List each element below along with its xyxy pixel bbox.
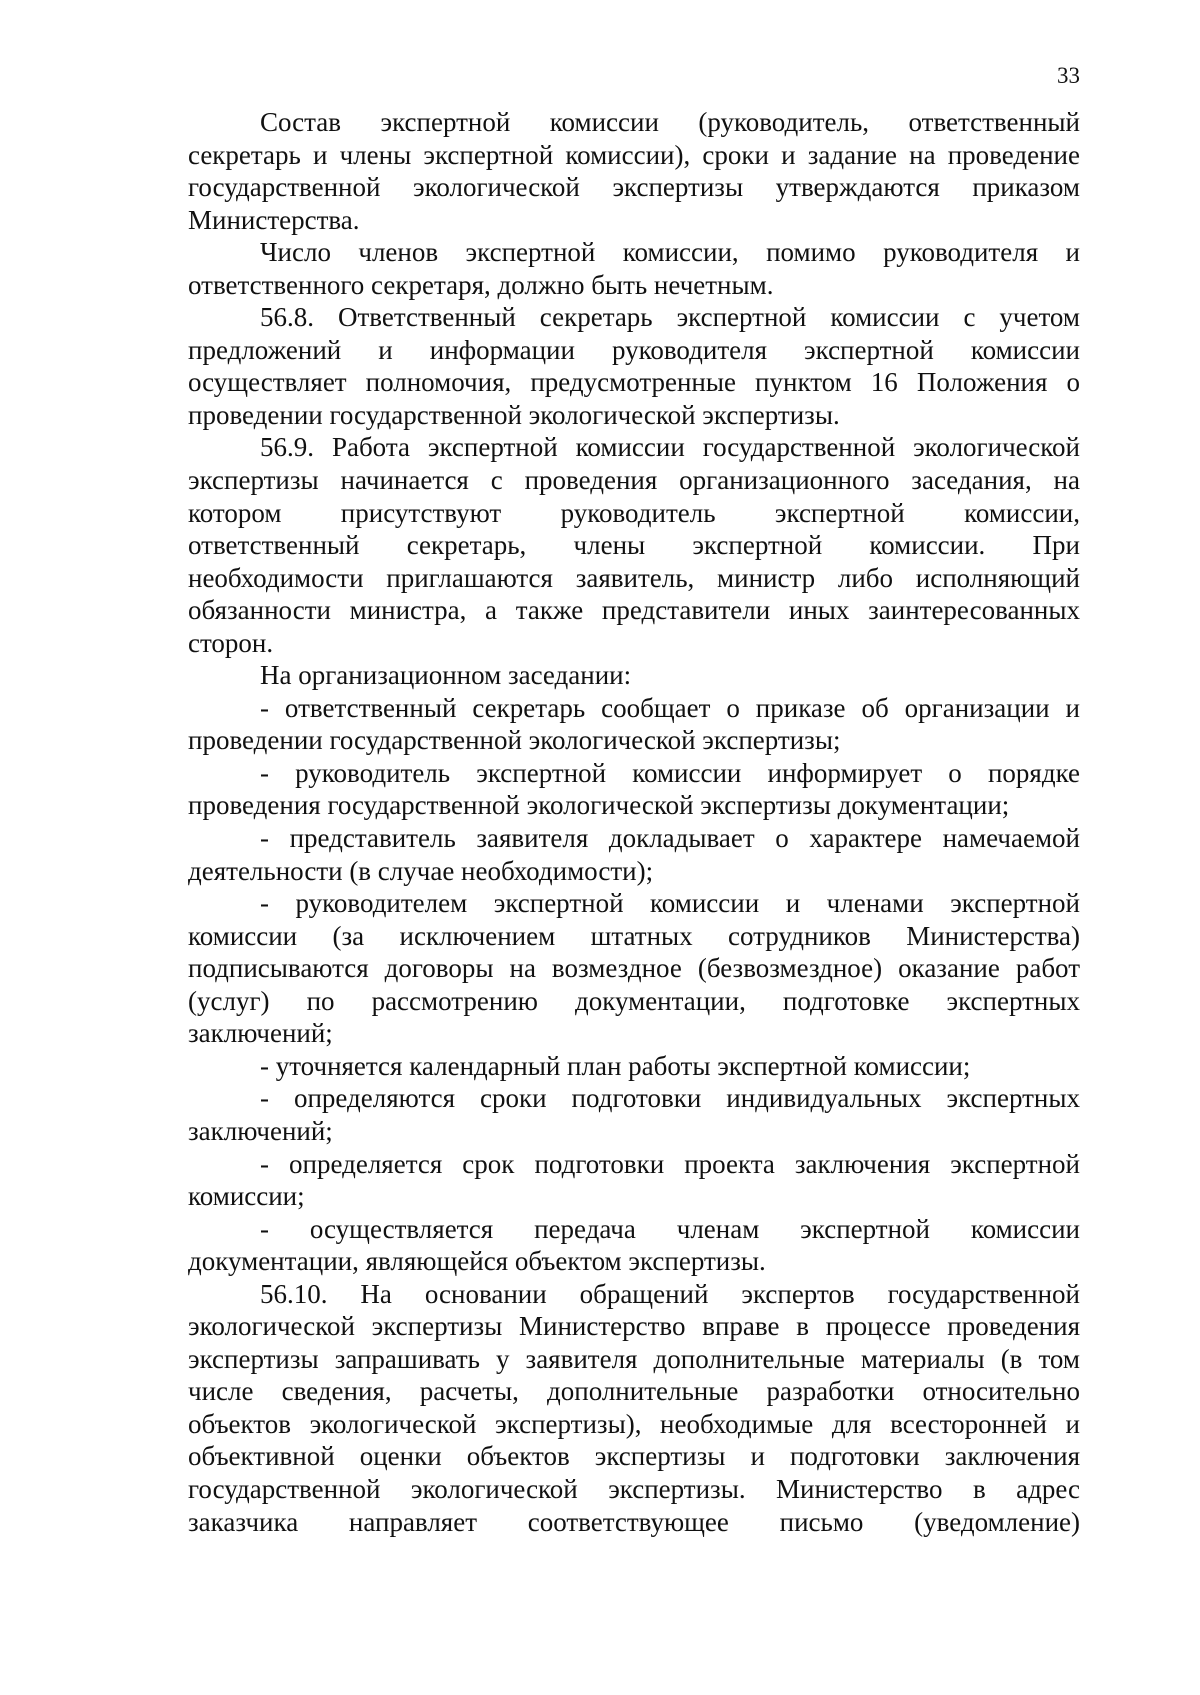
- text-line: - определяется срок подготовки проекта заключения экспертной: [260, 1148, 1080, 1179]
- text-line: Состав экспертной комиссии (руководитель, ответственный: [260, 107, 1080, 137]
- text-line: подписываются договоры на возмездное (безвозмездное) оказание работ: [188, 953, 1080, 984]
- text-line: экспертизы запрашивать у заявителя дополнительные материалы (в том: [188, 1343, 1080, 1374]
- text-line: котором присутствуют руководитель экспертной комиссии,: [188, 497, 1080, 528]
- text-line: экспертизы начинается с проведения организационного заседания, на: [188, 465, 1080, 496]
- text-line: объективной оценки объектов экспертизы и подготовки заключения: [188, 1441, 1080, 1472]
- text-line: 56.8. Ответственный секретарь экспертной комиссии с учетом: [260, 302, 1080, 333]
- text-line: - уточняется календарный план работы экспертной комиссии;: [260, 1050, 971, 1081]
- text-line: проведении государственной экологической экспертизы;: [188, 725, 841, 756]
- text-line: Число членов экспертной комиссии, помимо руководителя и: [260, 237, 1080, 268]
- text-line: объектов экологической экспертизы), необходимые для всесторонней и: [188, 1408, 1080, 1439]
- text-line: государственной экологической экспертизы утверждаются приказом: [188, 172, 1080, 203]
- text-line: ответственный секретарь, члены экспертной комиссии. При: [188, 530, 1080, 561]
- text-line: сторон.: [188, 627, 274, 658]
- text-line: экологической экспертизы Министерство вправе в процессе проведения: [188, 1311, 1080, 1342]
- text-line: заключений;: [188, 1115, 333, 1146]
- text-line: комиссии;: [188, 1181, 305, 1212]
- text-line: - определяются сроки подготовки индивидуальных экспертных: [260, 1083, 1080, 1114]
- text-line: предложений и информации руководителя экспертной комиссии: [188, 334, 1080, 365]
- text-line: 56.10. На основании обращений экспертов государственной: [260, 1278, 1080, 1309]
- text-line: ответственного секретаря, должно быть нечетным.: [188, 269, 774, 300]
- text-line: 56.9. Работа экспертной комиссии государственной экологической: [260, 432, 1080, 463]
- text-line: деятельности (в случае необходимости);: [188, 855, 654, 886]
- text-line: проведении государственной экологической экспертизы.: [188, 399, 840, 430]
- text-line: комиссии (за исключением штатных сотрудников Министерства): [188, 920, 1080, 951]
- text-line: обязанности министра, а также представители иных заинтересованных: [188, 595, 1080, 626]
- text-line: секретарь и члены экспертной комиссии), сроки и задание на проведение: [188, 139, 1080, 170]
- text-line: заключений;: [188, 1018, 333, 1049]
- text-line: - осуществляется передача членам экспертной комиссии: [260, 1213, 1080, 1244]
- text-line: числе сведения, расчеты, дополнительные разработки относительно: [188, 1376, 1080, 1407]
- text-line: - ответственный секретарь сообщает о приказе об организации и: [260, 692, 1080, 723]
- text-line: необходимости приглашаются заявитель, министр либо исполняющий: [188, 562, 1080, 593]
- text-line: проведения государственной экологической экспертизы документации;: [188, 790, 1010, 821]
- text-line: государственной экологической экспертизы. Министерство в адрес: [188, 1473, 1080, 1504]
- text-line: (услуг) по рассмотрению документации, подготовке экспертных: [188, 985, 1080, 1016]
- text-line: Министерства.: [188, 204, 360, 235]
- text-line: - представитель заявителя докладывает о характере намечаемой: [260, 823, 1080, 854]
- text-line: осуществляет полномочия, предусмотренные пунктом 16 Положения о: [188, 367, 1080, 398]
- text-line: - руководителем экспертной комиссии и членами экспертной: [260, 888, 1080, 919]
- text-line: На организационном заседании:: [260, 660, 632, 691]
- text-line: документации, являющейся объектом экспертизы.: [188, 1246, 766, 1277]
- text-line: - руководитель экспертной комиссии информирует о порядке: [260, 757, 1080, 788]
- page-number: 33: [1057, 63, 1080, 88]
- document-body: [188, 106, 1080, 1538]
- text-line: заказчика направляет соответствующее письмо (уведомление): [188, 1506, 1080, 1537]
